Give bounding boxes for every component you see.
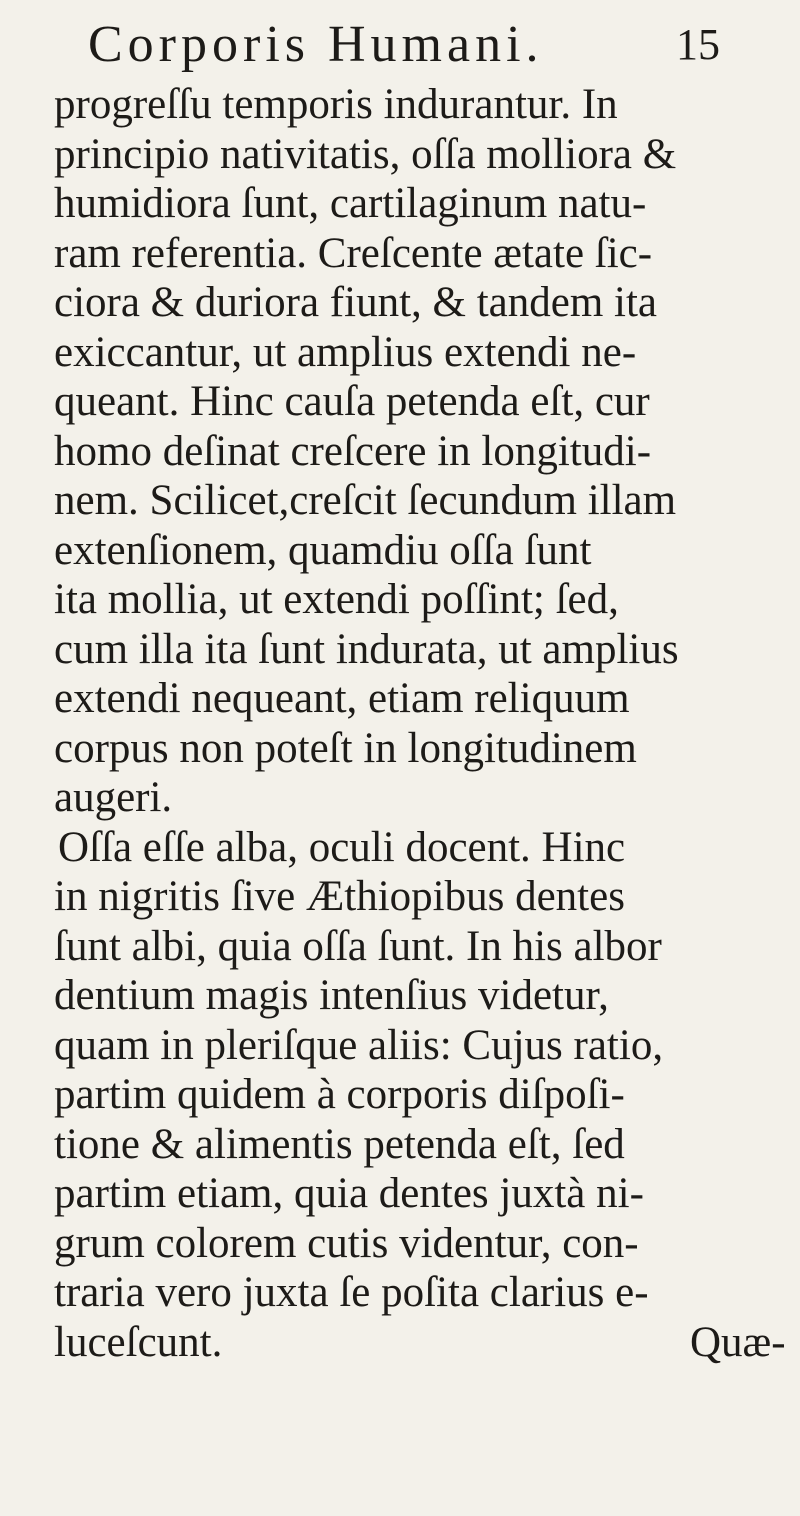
text-line: extenſionem, quamdiu oſſa ſunt: [54, 526, 592, 574]
text-line: principio nativitatis, oſſa molliora &: [54, 130, 677, 178]
text-line: augeri.: [54, 774, 173, 821]
text-line: quam in pleriſque aliis: Cujus ratio,: [54, 1021, 664, 1069]
text-line: luceſcunt.: [54, 1318, 223, 1366]
page-header: [88, 10, 788, 80]
text-line: ciora & duriora fiunt, & tandem ita: [54, 279, 658, 326]
text-line: ita mollia, ut extendi poſſint; ſed,: [54, 576, 619, 623]
text-line: cum illa ita ſunt indurata, ut amplius: [54, 625, 679, 673]
body-text: [54, 80, 794, 1367]
text-line: ram referentia. Creſcente ætate ſic-: [54, 229, 653, 277]
text-line: nem. Scilicet,creſcit ſecundum illam: [54, 477, 677, 524]
text-line: ſunt albi, quia oſſa ſunt. In his albor: [54, 922, 662, 970]
text-line: exiccantur, ut amplius extendi ne-: [54, 328, 637, 376]
text-line: partim etiam, quia dentes juxtà ni-: [54, 1170, 644, 1217]
text-line: humidiora ſunt, cartilaginum natu-: [54, 180, 647, 227]
text-line: traria vero juxta ſe poſita clarius e-: [54, 1269, 649, 1316]
text-line: tione & alimentis petenda eſt, ſed: [54, 1120, 625, 1168]
text-line: queant. Hinc cauſa petenda eſt, cur: [54, 378, 650, 425]
text-line: homo deſinat creſcere in longitudi-: [54, 427, 652, 475]
text-line: dentium magis intenſius videtur,: [54, 972, 609, 1019]
text-line: grum colorem cutis videntur, con-: [54, 1219, 639, 1267]
catchword: Quæ-: [690, 1318, 786, 1366]
paragraph-start-line: Oſſa eſſe alba, oculi docent. Hinc: [58, 823, 626, 871]
text-line: extendi nequeant, etiam reliquum: [54, 675, 630, 722]
page-number: 15: [676, 20, 720, 69]
running-title: Corporis Humani.: [88, 16, 544, 73]
last-line: [54, 1318, 794, 1368]
text-line: in nigritis ſive Æthiopibus dentes: [54, 873, 625, 920]
text-line: corpus non poteſt in longitudinem: [54, 724, 637, 772]
text-line: partim quidem à corporis diſpoſi-: [54, 1071, 625, 1118]
text-line: progreſſu temporis indurantur. In: [54, 81, 618, 128]
